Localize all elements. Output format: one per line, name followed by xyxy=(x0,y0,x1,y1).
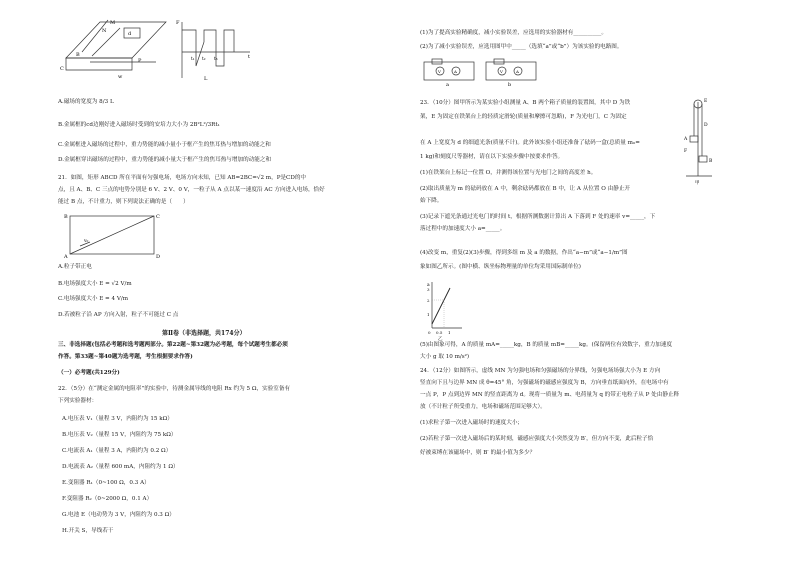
q21-option-d: D.若被粒子沿 AP 方向入射，粒子不可能过 C 点 xyxy=(58,312,179,318)
q24-stem-1: 24．（12分）如图所示，虚线 MN 为匀强电场和匀强磁场的分界线，匀强电场场强大小为 E 方向 xyxy=(420,368,661,374)
svg-text:a: a xyxy=(427,283,430,288)
q21-option-a: A.粒子带正电 xyxy=(58,264,92,270)
field-region-top xyxy=(66,22,166,58)
frame-figure xyxy=(62,18,172,84)
q23-step3a: (3)记录下遮光条通过光电门的时间 t，根据所测数据计算出 A 下落到 F 处的速率 v=_____，下 xyxy=(420,214,656,220)
svg-text:t: t xyxy=(248,54,251,60)
force-time-graph xyxy=(174,18,254,84)
q23-stem-3: 在 A 上宽度为 d 的细遮光条(质量不计)。此外该实验小组还准备了砝码一盒(总质量 m₀= xyxy=(420,140,640,146)
svg-text:P: P xyxy=(138,58,142,64)
svg-text:3: 3 xyxy=(427,287,430,292)
resistor-icon xyxy=(432,59,442,64)
q21-stem-1: 21．如图，矩形 ABCD 所在平面有匀强电场，电场方向未知，已知 AB=2BC=√2 m，P是CD的中 xyxy=(58,175,307,181)
svg-text:w: w xyxy=(118,74,123,80)
q23-stem-4: 1 kg)和刻度尺等器材，请在以下实验步骤中按要求作答。 xyxy=(420,154,564,160)
q21-stem-3: 能过 B 点，不计重力，则下列说法正确的是（ ） xyxy=(58,199,189,205)
svg-text:d: d xyxy=(128,31,132,37)
q21-option-c: C.电场强度大小 E = 4 V/m xyxy=(58,296,129,302)
svg-text:M: M xyxy=(110,20,116,26)
svg-text:F: F xyxy=(176,20,180,26)
svg-text:t₂: t₂ xyxy=(202,57,206,62)
q20-option-b: B.金属框的cd边刚好进入磁场时受到的安培力大小为 2B²L²/3Rt₁ xyxy=(58,122,220,128)
q21-option-b: B.电场强度大小 E = √2 V/m xyxy=(58,281,132,287)
q24-sub2b: 好被束缚在该磁场中，则 B′ 的最小值为多少？ xyxy=(420,450,536,456)
svg-text:D: D xyxy=(156,254,161,260)
required-section-title: （一）必考题(共129分) xyxy=(58,370,120,376)
q22-item: B.电压表 V₂（量程 15 V，内阻约为 75 kΩ） xyxy=(62,432,177,438)
svg-text:a: a xyxy=(446,82,449,88)
left-column xyxy=(52,0,370,562)
svg-text:C: C xyxy=(60,66,64,72)
svg-text:D: D xyxy=(704,123,708,128)
q23-step5a: (5)由图象可得，A 的质量 mA=_____kg，B 的质量 mB=_____kg。(保留两位有效数字，重力加速度 xyxy=(420,342,673,348)
svg-text:甲: 甲 xyxy=(695,181,700,186)
q22-item: E.变阻器 R₁（0~100 Ω，0.3 A） xyxy=(62,480,150,486)
right-column xyxy=(420,0,746,562)
q24-stem-4: 放（不计粒子所受重力，电场和磁场范围足够大）。 xyxy=(420,404,546,410)
svg-text:C: C xyxy=(156,214,160,220)
svg-text:F: F xyxy=(684,149,688,154)
q23-step5b: 大小 g 取 10 m/s²) xyxy=(420,354,470,360)
svg-text:A: A xyxy=(516,69,519,74)
q22-item: D.电流表 A₂（量程 600 mA，内阻约为 1 Ω） xyxy=(62,464,179,470)
q22-item: H.开关 S，导线若干 xyxy=(62,528,114,534)
q24-sub2a: (2)若粒子第一次进入磁场后的某时刻，磁感应强度大小突然变为 B′，但方向不变，此后粒子恰 xyxy=(420,436,654,442)
svg-text:v₀: v₀ xyxy=(84,239,89,244)
svg-text:乙: 乙 xyxy=(438,337,443,342)
svg-text:E: E xyxy=(704,99,708,104)
q23-step2b: 始下降。 xyxy=(420,198,443,204)
q23-step1: (1)在铁架台上标记一位置 O，并测得该位置与光电门之间的高度差 h。 xyxy=(420,170,597,176)
q22-item: C.电流表 A₁（量程 3 A，内阻约为 0.2 Ω） xyxy=(62,448,172,454)
q20-option-a: A.磁场的宽度为 8/3 L xyxy=(58,99,114,105)
svg-text:b: b xyxy=(508,82,512,88)
svg-text:B: B xyxy=(64,214,68,220)
q23-step4b: 象如图乙所示。(图中横、纵坐标物理量的单位均采用国际制单位) xyxy=(420,264,581,270)
q22-item: A.电压表 V₁（量程 3 V，内阻约为 15 kΩ） xyxy=(62,416,173,422)
q24-sub1: (1)求粒子第一次进入磁场时的速度大小； xyxy=(420,420,524,426)
svg-text:A: A xyxy=(684,137,688,142)
svg-text:A: A xyxy=(454,69,457,74)
circuit-a xyxy=(424,59,474,88)
q22-sub2: (2)为了减小实验误差，应选用图甲中_____（选填“a”或“b”）为该实验的电路图。 xyxy=(420,44,623,50)
q23-step3b: 落过程中的加速度大小 a=_____。 xyxy=(420,226,506,232)
graph-line xyxy=(432,288,450,324)
q20-option-c: C.金属框进入磁场的过程中，重力势能的减小量小于框产生的焦耳热与增加的动能之和 xyxy=(58,142,271,148)
svg-text:2: 2 xyxy=(427,298,430,303)
q22-item: G.电池 E（电动势为 3 V，内阻约为 0.3 Ω） xyxy=(62,512,175,518)
box-b xyxy=(699,156,707,162)
diagonal-ac xyxy=(70,216,154,254)
svg-text:1: 1 xyxy=(427,312,430,317)
a-graph xyxy=(424,280,464,340)
q22-item: F.变阻器 R₂（0~2000 Ω，0.1 A） xyxy=(62,496,153,502)
svg-text:0.5: 0.5 xyxy=(436,330,443,335)
q22-stem-2: 下列实验器材： xyxy=(58,398,98,404)
q23-stem-2: 架，E 为固定在铁架台上的轻质定滑轮(质量和摩擦可忽略)，F 为光电门，C 为固定 xyxy=(420,114,627,120)
force-curve xyxy=(182,30,234,66)
pulley-apparatus xyxy=(682,96,718,186)
svg-text:B: B xyxy=(76,52,80,58)
q24-stem-2: 竖直向下且与边界 MN 成 θ=45° 角，匀强磁场的磁感应强度为 B，方向垂直纸面向外，在电场中有 xyxy=(420,380,669,386)
q23-step2a: (2)取出质量为 m 的砝码放在 A 中，剩余砝码都放在 B 中，让 A 从位置 O 由静止开 xyxy=(420,186,631,192)
q20-option-d: D.金属框穿出磁场的过程中，重力势能的减小量大于框产生的焦耳热与增加的动能之和 xyxy=(58,157,272,163)
svg-text:N: N xyxy=(102,28,107,34)
q22-sub1: (1)为了提高实验精确度，减小实验误差，应选用的实验器材有__________。 xyxy=(420,30,607,36)
svg-text:0: 0 xyxy=(428,330,431,335)
circuit-b xyxy=(486,59,536,88)
q22-stem-1: 22．（5分）在“测定金属的电阻率”的实验中，待测金属导线的电阻 Rx 约为 5 Ω，实验室备有 xyxy=(58,386,291,392)
part2-instruction-2: 作答。第33题~第40题为选考题，考生根据要求作答) xyxy=(58,354,193,360)
svg-text:B: B xyxy=(709,159,713,164)
part2-title: 第Ⅱ卷（非选择题，共174分） xyxy=(162,330,246,337)
box-a xyxy=(690,136,698,142)
resistor-icon xyxy=(494,59,504,64)
q23-stem-1: 23．（10分）图甲所示为某实验小组测量 A、B 两个箱子质量的装置图，其中 D 为铁 xyxy=(420,100,631,106)
part2-instruction-1: 三、非选择题(包括必考题和选考题两部分。第22题~第32题为必考题，每个试题考生都必须 xyxy=(58,342,288,348)
svg-text:t₃: t₃ xyxy=(214,57,218,62)
coil-box xyxy=(124,28,140,38)
svg-text:1: 1 xyxy=(448,330,451,335)
rail-line xyxy=(82,20,108,52)
rectangle-abcd-figure xyxy=(66,212,162,260)
svg-text:V: V xyxy=(500,69,503,74)
q24-stem-3: 一点 P，P 点到边界 MN 的竖直距离为 d。现将一质量为 m、电荷量为 q 的带正电粒子从 P 处由静止释 xyxy=(420,392,680,398)
svg-text:A: A xyxy=(64,254,68,260)
svg-text:t₁: t₁ xyxy=(191,57,195,62)
svg-text:L: L xyxy=(204,76,208,82)
field-region-side xyxy=(66,58,132,70)
svg-text:V: V xyxy=(438,69,441,74)
q23-step4a: (4)改变 m，重复(2)(3)步骤，得到多组 m 及 a 的数据，作出“a−m”或“a−1/m”图 xyxy=(420,250,628,256)
q21-stem-2: 点，且 A、B、C 三点的电势分别是 6 V、2 V、0 V，一粒子从 A 点以某一速度沿 AC 方向进入电场，恰好 xyxy=(58,187,325,193)
circuit-diagrams xyxy=(420,56,550,86)
